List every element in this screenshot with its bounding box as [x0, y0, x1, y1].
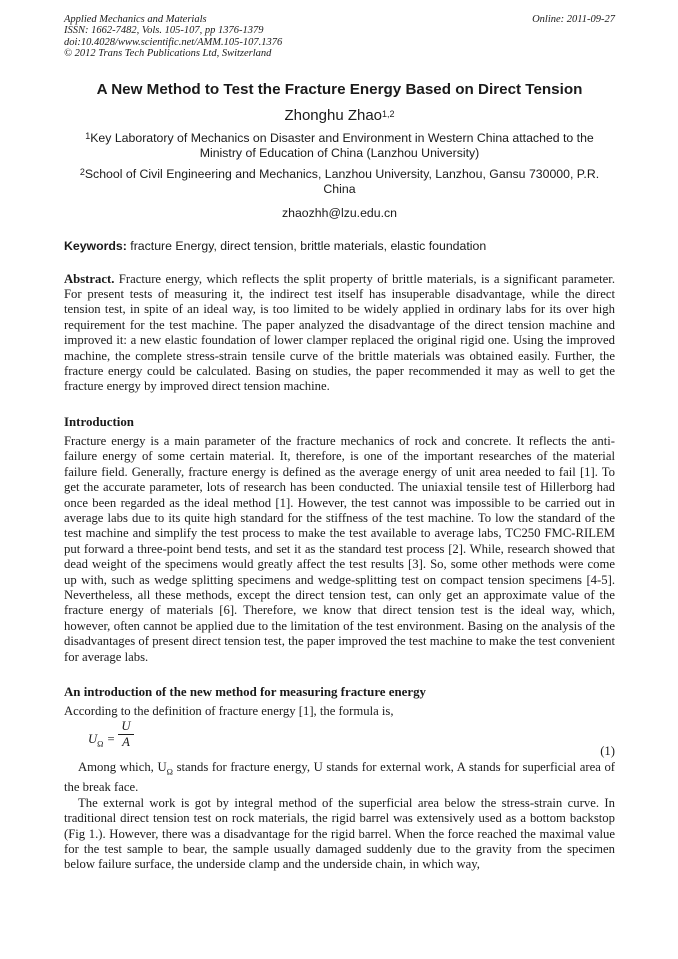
journal-name: Applied Mechanics and Materials — [64, 14, 207, 25]
method-lead: According to the definition of fracture energy [1], the formula is, — [64, 703, 394, 718]
abstract-label: Abstract. — [64, 271, 115, 286]
method-paragraph-2: The external work is got by integral method of the superficial area below the stress-strain curve. In traditional direct tension test on rock materials, the rigid barrel was extensively used as a bottom backstop (Fig 1.). However, there was a disadvantage for the rigid barrel. When the force reached the maximal value for the test sample to bear, the sample usually damaged suddenly due to the gravity from the specimen below failure surface, the underside clamp and the underside chain, in which way, — [64, 795, 615, 872]
method-heading: An introduction of the new method for measuring fracture energy — [64, 684, 426, 699]
equation-lhs-sub: Ω — [97, 738, 104, 749]
paper-title: A New Method to Test the Fracture Energy Based on Direct Tension — [96, 80, 583, 98]
copyright-line: © 2012 Trans Tech Publications Ltd, Switzerland — [64, 48, 272, 60]
intro-paragraph: Fracture energy is a main parameter of the fracture mechanics of rock and concrete. It reflects the anti-failure energy of some certain material. It, therefore, is one of the important researches of the material failure field. Generally, fracture energy is defined as the average energy of unit area needed to fail [1]. To get the accurate parameter, lots of research has been conducted. The uniaxial tensile test of Hillerborg had once been regarded as the ideal method [1]. However, the test cannot was impossible to be carried out in average labs due to its quite high standard for the stiffness of the test machine. To low the standard of the test machine and simplify the test process to make the test available to average labs, TC250 FMC-RILEM put forward a three-point bend tests, and set it as the standard test process [2]. While, research showed that dead weight of the specimens would greatly affect the test results [3]. So, some other methods were come up with, such as wedge splitting specimens and wedge-splitting test on compact tension specimens [4-5]. Nevertheless, all these methods, except the direct tension test, can only get an approximate value of the fracture energy of materials [6]. Therefore, we know that direct tension test is the ideal way, which, however, often cannot be applied due to the limitation of the test environment. Basing on the analysis of the disadvantages of present direct tension test, the paper improved the test machine to make the test convenient for average labs. — [64, 433, 615, 664]
doi-line: doi:10.4028/www.scientific.net/AMM.105-107.1376 — [64, 36, 283, 48]
equation-1 — [64, 719, 615, 760]
affiliation-1 — [64, 131, 615, 162]
paper-page — [64, 14, 615, 873]
keywords-label: Keywords: — [64, 238, 127, 253]
author-name: Zhonghu Zhao — [284, 106, 383, 124]
abstract-text: Fracture energy, which reflects the split property of brittle materials, is a significant parameter. For present tests of measuring it, the indirect test itself has insuperable disadvantage, while the direct tension test, in spite of an ideal way, is too limited to be widely applied in ordinary labs for its over high requirement for the test machine. The paper analyzed the disadvantage of the direct tension machine and improved it: a new elastic foundation of lower clamper replaced the original rigid one. Using the improved machine, the complete stress-strain tensile curve of the brittle materials was obtained easily. Further, the fracture energy could be calculated. Basing on studies, the paper recommended it may as well to get the fracture energy by improved direct tension machine. — [64, 271, 615, 394]
equation-lhs-symbol: U — [88, 732, 98, 747]
affiliation-2-text: School of Civil Engineering and Mechanics, Lanzhou University, Lanzhou, Gansu 730000, P.R. China — [84, 166, 600, 197]
equation-equals: = — [103, 732, 116, 747]
affiliation-2-sup: 2 — [79, 166, 85, 177]
method-paragraph-1 — [64, 760, 615, 795]
author-sup: 1,2 — [382, 108, 395, 119]
journal-header — [64, 14, 615, 60]
equation-numerator: U — [121, 719, 131, 734]
affiliation-1-sup: 1 — [85, 130, 91, 141]
keywords — [64, 239, 615, 254]
equation-lhs — [88, 732, 115, 749]
issn-line: ISSN: 1662-7482, Vols. 105-107, pp 1376-1379 — [64, 25, 264, 37]
online-date: Online: 2011-09-27 — [532, 14, 615, 25]
method-p1-before: Among which, U — [78, 760, 167, 775]
author-email: zhaozhh@lzu.edu.cn — [281, 205, 398, 220]
method-p1-sub: Ω — [166, 766, 173, 777]
abstract — [64, 272, 615, 395]
keywords-text: fracture Energy, direct tension, brittle materials, elastic foundation — [130, 238, 487, 253]
affiliation-2 — [64, 167, 615, 198]
equation-fraction — [118, 719, 134, 750]
method-p1-after: stands for fracture energy, U stands for external work, A stands for superficial area of the break face. — [64, 760, 616, 795]
intro-heading: Introduction — [64, 414, 134, 429]
equation-number: (1) — [600, 744, 615, 759]
author-line — [64, 107, 615, 125]
affiliation-1-text: Key Laboratory of Mechanics on Disaster and Environment in Western China attached to the Ministry of Education of China (Lanzhou University) — [90, 130, 594, 161]
equation-denominator: A — [122, 735, 130, 750]
